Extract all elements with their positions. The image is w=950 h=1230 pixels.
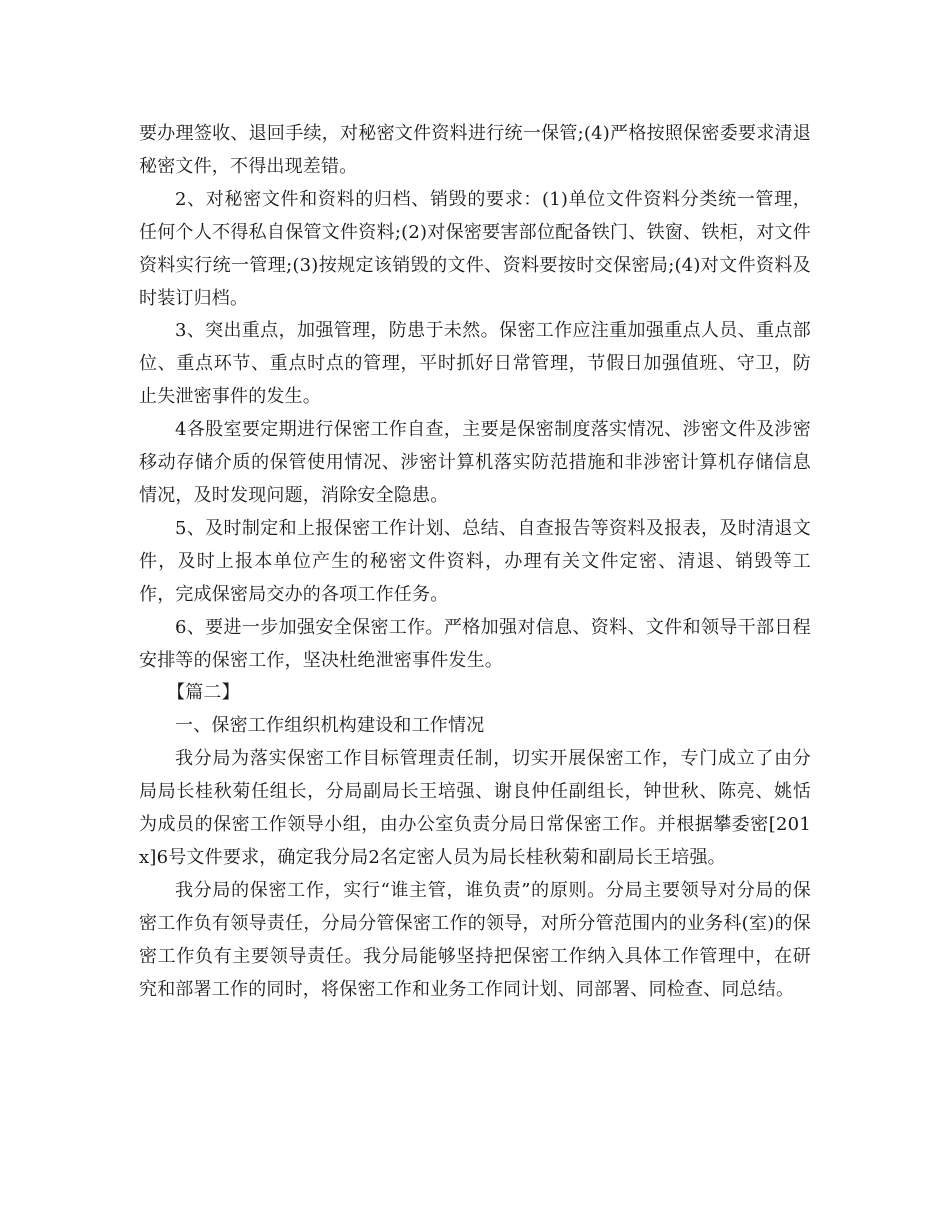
paragraph-responsibility: 我分局的保密工作，实行“谁主管，谁负责”的原则。分局主要领导对分局的保密工作负有领导责任，分局分管保密工作的领导，对所分管范围内的业务科(室)的保密工作负有主要领导责任。我分局能够坚持把保密工作纳入具体工作管理中，在研究和部署工作的同时，将保密工作和业务工作同计划、同部署、同检查、同总结。 [139,879,811,1000]
document-body [139,118,811,1006]
section-heading: 【篇二】 [167,682,240,704]
paragraph-item-5: 5、及时制定和上报保密工作计划、总结、自查报告等资料及报表，及时清退文件，及时上报本单位产生的秘密文件资料，办理有关文件定密、清退、销毁等工作，完成保密局交办的各项工作任务。 [139,517,811,605]
paragraph-item-3: 3、突出重点，加强管理，防患于未然。保密工作应注重加强重点人员、重点部位、重点环节、重点时点的管理，平时抓好日常管理，节假日加强值班、守卫，防止失泄密事件的发生。 [139,320,811,408]
subsection-title: 一、保密工作组织机构建设和工作情况 [175,715,485,737]
paragraph-item-2: 2、对秘密文件和资料的归档、销毁的要求：(1)单位文件资料分类统一管理，任何个人不得私自保管文件资料;(2)对保密要害部位配备铁门、铁窗、铁柜，对文件资料实行统一管理;(3)按规定该销毁的文件、资料要按时交保密局;(4)对文件资料及时装订归档。 [139,188,811,309]
paragraph-item-6: 6、要进一步加强安全保密工作。严格加强对信息、资料、文件和领导干部日程安排等的保密工作，坚决杜绝泄密事件发生。 [139,616,811,671]
paragraph-organization: 我分局为落实保密工作目标管理责任制，切实开展保密工作，专门成立了由分局局长桂秋菊任组长，分局副局长王培强、谢良仲任副组长，钟世秋、陈亮、姚恬为成员的保密工作领导小组，由办公室负责分局日常保密工作。并根据攀委密[201x]6号文件要求，确定我分局2名定密人员为局长桂秋菊和副局长王培强。 [139,748,811,868]
paragraph-item-4: 4各股室要定期进行保密工作自查，主要是保密制度落实情况、涉密文件及涉密移动存储介质的保管使用情况、涉密计算机落实防范措施和非涉密计算机存储信息情况，及时发现问题，消除安全隐患。 [139,419,811,506]
paragraph-continuation: 要办理签收、退回手续，对秘密文件资料进行统一保管;(4)严格按照保密委要求清退秘密文件，不得出现差错。 [139,123,811,177]
